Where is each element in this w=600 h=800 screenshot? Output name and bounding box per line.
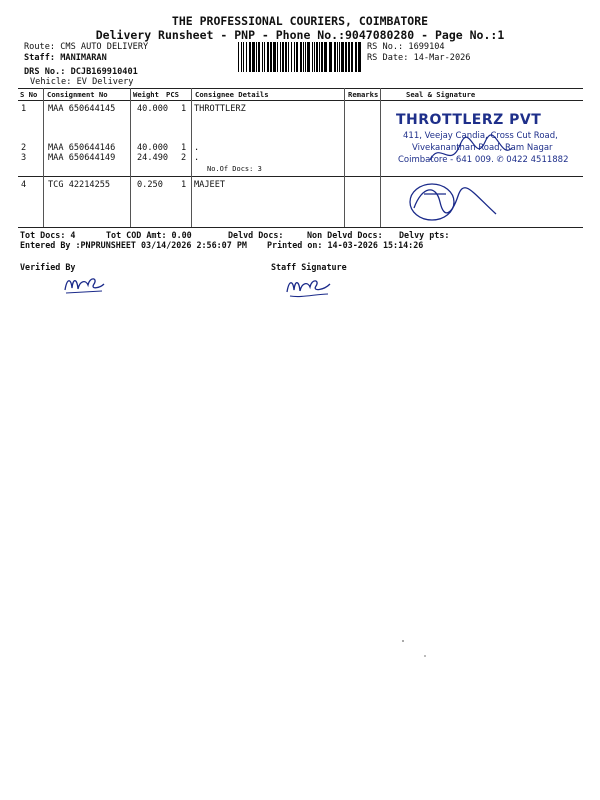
staff-signature-label: Staff Signature: [271, 262, 347, 272]
scan-speck: [424, 655, 426, 657]
stamp-address-line2: Vivekananthan Road, Ram Nagar: [412, 143, 553, 153]
route-text: Route: CMS AUTO DELIVERY: [24, 42, 149, 52]
barcode-graphic: [238, 42, 362, 72]
drs-number: DRS No.: DCJB169910401: [24, 67, 138, 77]
table-row-consignee: .: [194, 143, 200, 153]
runsheet-subtitle: Delivery Runsheet - PNP - Phone No.:9047080280 - Page No.:1: [95, 28, 505, 42]
header-remarks: Remarks: [348, 90, 379, 99]
tot-cod-amount: Tot COD Amt: 0.00: [106, 230, 192, 240]
rs-date: RS Date: 14-Mar-2026: [367, 53, 471, 63]
table-row-consignment: MAA 650644149: [48, 153, 116, 163]
table-row-consignment: MAA 650644145: [48, 104, 116, 114]
no-of-docs: No.Of Docs: 3: [207, 165, 262, 173]
receiver-signature: [400, 178, 510, 226]
table-row-pcs: 1: [181, 143, 187, 153]
table-row-sno: 3: [21, 153, 27, 163]
table-row-pcs: 2: [181, 153, 187, 163]
tot-docs: Tot Docs: 4: [20, 230, 76, 240]
table-row-sno: 1: [21, 104, 27, 114]
table-row-sno: 4: [21, 180, 27, 190]
table-row-consignee: .: [194, 153, 200, 163]
table-row-pcs: 1: [181, 104, 187, 114]
staff-text: Staff: MANIMARAN: [24, 53, 107, 63]
vehicle-text: Vehicle: EV Delivery: [30, 77, 134, 87]
table-row-pcs: 1: [181, 180, 187, 190]
table-row-weight: 40.000: [137, 104, 169, 114]
header-seal: Seal & Signature: [406, 90, 476, 99]
stamp-signature-scribble: [420, 130, 530, 175]
company-title: THE PROFESSIONAL COURIERS, COIMBATORE: [171, 14, 429, 28]
stamp-address-line3: Coimbatore - 641 009. ✆ 0422 4511882: [398, 155, 569, 165]
verified-signature: [62, 272, 108, 296]
table-row-consignment: MAA 650644146: [48, 143, 116, 153]
table-row-consignee: MAJEET: [194, 180, 226, 190]
header-consignee: Consignee Details: [195, 90, 269, 99]
table-row-consignee: THROTTLERZ: [194, 104, 246, 114]
table-row-sno: 2: [21, 143, 27, 153]
table-row-consignment: TCG 42214255: [48, 180, 111, 190]
header-consignment: Consignment No: [47, 90, 108, 99]
entered-by: Entered By :PNPRUNSHEET 03/14/2026 2:56:07 PM: [20, 240, 247, 250]
header-weight: Weight: [133, 90, 159, 99]
stamp-address-line1: 411, Veejay Candia, Cross Cut Road,: [403, 131, 558, 141]
staff-signature: [284, 274, 334, 300]
header-pcs: PCS: [166, 90, 179, 99]
scan-speck: [402, 640, 404, 642]
delivery-points: Delvy pts:: [399, 230, 450, 240]
delivered-docs: Delvd Docs:: [228, 230, 284, 240]
rs-number: RS No.: 1699104: [367, 42, 445, 52]
table-row-weight: 0.250: [137, 180, 163, 190]
non-delivered-docs: Non Delvd Docs:: [307, 230, 383, 240]
table-row-weight: 40.000: [137, 143, 169, 153]
verified-by-label: Verified By: [20, 262, 76, 272]
header-sno: S No: [20, 90, 38, 99]
printed-on: Printed on: 14-03-2026 15:14:26: [267, 240, 424, 250]
stamp-company-name: THROTTLERZ PVT: [396, 112, 542, 128]
table-row-weight: 24.490: [137, 153, 169, 163]
